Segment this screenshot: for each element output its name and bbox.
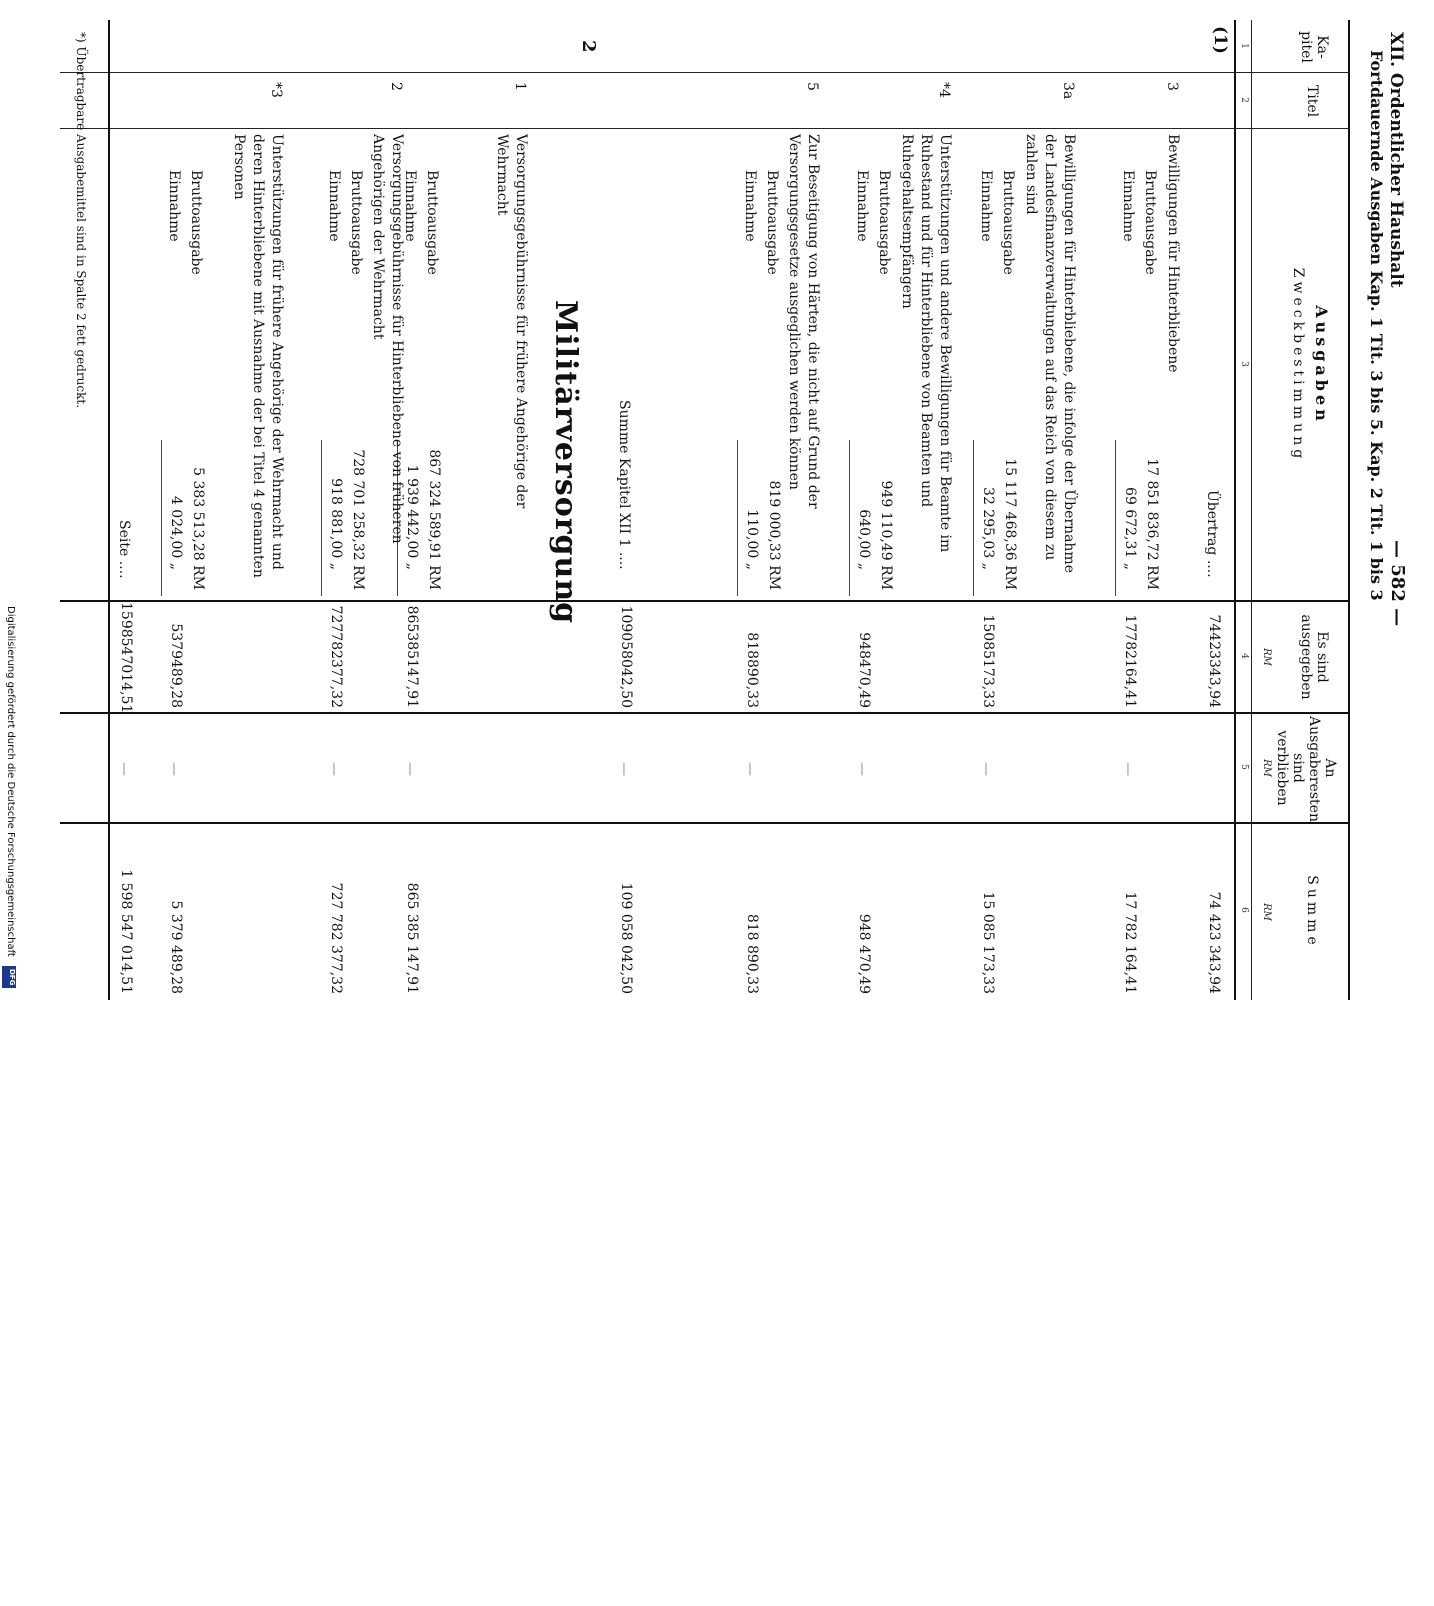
- summe-kapitel-label: Summe Kapitel XII 1 ....: [616, 400, 632, 570]
- item-reste: —: [978, 762, 994, 776]
- item-summe: 15 085 173,33: [980, 891, 996, 994]
- uebertrag-ausgegeben: 74423343,94: [1206, 614, 1222, 708]
- subtotal-rule: [973, 440, 974, 596]
- item-titel: *3: [268, 82, 284, 98]
- item-reste: —: [402, 762, 418, 776]
- kapitel-2-number: 2: [578, 40, 599, 53]
- bruttoausgabe-label: Bruttoausgabe: [876, 170, 892, 275]
- subtotal-rule: [161, 440, 162, 596]
- col-divider-2: [60, 128, 1350, 129]
- item-reste: —: [326, 762, 342, 776]
- item-description: Versorgungsgebührnisse für frühere Angehörige der Wehrmacht: [494, 134, 529, 509]
- col-head-titel: Titel: [1304, 84, 1320, 118]
- item-summe: 727 782 377,32: [328, 882, 344, 994]
- item-description: Bewilligungen für Hinterbliebene: [1165, 134, 1181, 373]
- einnahme-label: Einnahme: [1120, 170, 1136, 242]
- document-page: [10, 20, 1410, 1000]
- item-summe: 818 890,33: [744, 913, 760, 994]
- summe-kapitel-reste: —: [616, 762, 632, 776]
- table-bottom-rule: [108, 20, 110, 1000]
- col-number-2: 2: [1239, 97, 1249, 103]
- item-reste: —: [1120, 762, 1136, 776]
- col-divider-5: [60, 822, 1350, 824]
- bruttoausgabe-amount: 15 117 468,36 RM: [1002, 458, 1018, 590]
- rm-label-col5: RM: [1261, 759, 1272, 777]
- item-ausgegeben: 818890,33: [744, 632, 760, 708]
- uebertrag-summe: 74 423 343,94: [1206, 891, 1222, 994]
- item-titel: 5: [804, 82, 820, 91]
- col-head-ausgegeben: Es sind ausgegeben: [1297, 614, 1330, 700]
- seite-reste: —: [116, 762, 132, 776]
- col-number-6: 6: [1239, 907, 1249, 913]
- item-titel: 3: [1164, 82, 1180, 91]
- dfg-logo: DFG: [2, 966, 16, 988]
- item-description: Unterstützungen und andere Bewilligungen für Beamte im Ruhestand und für Hinterbliebene von Beamten und Ruhegehaltsempfängern: [899, 134, 953, 553]
- uebertrag-label: Übertrag ....: [1204, 490, 1220, 578]
- item-summe: 17 782 164,41: [1122, 891, 1138, 994]
- bruttoausgabe-amount: 949 110,49 RM: [878, 480, 894, 590]
- seite-summe: 1 598 547 014,51: [118, 869, 134, 994]
- col-divider-1: [60, 72, 1350, 73]
- einnahme-amount: 69 672,31 „: [1122, 487, 1138, 570]
- col-number-3: 3: [1239, 361, 1249, 367]
- item-reste: —: [742, 762, 758, 776]
- einnahme-amount: 110,00 „: [744, 509, 760, 570]
- seite-label: Seite ....: [116, 520, 132, 579]
- bruttoausgabe-amount: 819 000,33 RM: [766, 480, 782, 590]
- col-divider-4: [60, 712, 1350, 714]
- col-head-summe: Summe: [1304, 875, 1320, 949]
- einnahme-amount: 4 024,00 „: [168, 495, 184, 570]
- einnahme-amount: 918 881,00 „: [328, 478, 344, 570]
- col-divider-3: [60, 600, 1350, 602]
- einnahme-amount: 32 295,03 „: [980, 487, 996, 570]
- digitization-credit: Digitalisierung gefördert durch die Deutsche Forschungsgemeinschaft: [5, 606, 16, 957]
- einnahme-label: Einnahme: [854, 170, 870, 242]
- footnote: *) Übertragbare Ausgabemittel sind in Spalte 2 fett gedruckt.: [74, 32, 88, 409]
- item-titel: 3a: [1060, 82, 1076, 100]
- item-ausgegeben: 865385147,91: [404, 605, 420, 708]
- bruttoausgabe-amount: 867 324 589,91 RM: [426, 449, 442, 590]
- item-titel: 1: [512, 82, 528, 91]
- col-number-5: 5: [1239, 764, 1249, 770]
- summe-kapitel-ausgegeben: 109058042,50: [618, 605, 634, 708]
- col-head-ausgabereste: An Ausgaberesten sind verblieben: [1273, 716, 1338, 822]
- bruttoausgabe-label: Bruttoausgabe: [1000, 170, 1016, 275]
- header-bottom-rule: [1251, 20, 1252, 1000]
- item-reste: —: [854, 762, 870, 776]
- item-ausgegeben: 17782164,41: [1122, 614, 1138, 708]
- bruttoausgabe-amount: 5 383 513,28 RM: [190, 467, 206, 590]
- bruttoausgabe-label: Bruttoausgabe: [424, 170, 440, 275]
- summe-kapitel-summe: 109 058 042,50: [618, 882, 634, 994]
- bruttoausgabe-label: Bruttoausgabe: [188, 170, 204, 275]
- item-titel: *4: [936, 82, 952, 98]
- einnahme-label: Einnahme: [402, 170, 418, 242]
- page-title: XII. Ordentlicher Haushalt: [1386, 32, 1406, 288]
- page-subtitle: Fortdauernde Ausgaben Kap. 1 Tit. 3 bis 5. Kap. 2 Tit. 1 bis 3: [1367, 50, 1386, 601]
- col-head-ausgaben: Ausgaben: [1312, 305, 1331, 425]
- item-description: Bewilligungen für Hinterbliebene, die infolge der Übernahme der Landesfinanzverwaltungen auf das Reich von diesem zu zahlen sind: [1023, 134, 1077, 573]
- item-titel: 2: [388, 82, 404, 91]
- bruttoausgabe-amount: 728 701 258,32 RM: [350, 449, 366, 590]
- item-description: Zur Beseitigung von Härten, die nicht auf Grund der Versorgungsgesetze ausgeglichen werden können: [786, 134, 821, 509]
- bruttoausgabe-label: Bruttoausgabe: [1142, 170, 1158, 275]
- item-ausgegeben: 5379489,28: [168, 623, 184, 708]
- einnahme-label: Einnahme: [326, 170, 342, 242]
- item-summe: 948 470,49: [856, 913, 872, 994]
- item-summe: 5 379 489,28: [168, 900, 184, 994]
- einnahme-amount: 640,00 „: [856, 509, 872, 570]
- item-ausgegeben: 948470,49: [856, 632, 872, 708]
- kapitel-marker: (1): [1210, 26, 1230, 54]
- item-description: Versorgungsgebührnisse für Hinterbliebene von früheren Angehörigen der Wehrmacht: [370, 134, 405, 544]
- number-row-rule: [1234, 20, 1236, 1000]
- subtotal-rule: [849, 440, 850, 596]
- item-reste: —: [166, 762, 182, 776]
- item-ausgegeben: 727782377,32: [328, 605, 344, 708]
- bruttoausgabe-amount: 17 851 836,72 RM: [1144, 458, 1160, 590]
- col-number-4: 4: [1239, 653, 1249, 659]
- subtotal-rule: [321, 440, 322, 596]
- item-ausgegeben: 15085173,33: [980, 614, 996, 708]
- bruttoausgabe-label: Bruttoausgabe: [764, 170, 780, 275]
- einnahme-label: Einnahme: [742, 170, 758, 242]
- table-top-rule: [1348, 20, 1350, 1000]
- col-head-kapitel: Ka- pitel: [1297, 31, 1330, 63]
- item-summe: 865 385 147,91: [404, 882, 420, 994]
- subtotal-rule: [1115, 440, 1116, 596]
- einnahme-label: Einnahme: [166, 170, 182, 242]
- rm-label-col6: RM: [1261, 903, 1272, 921]
- seite-ausgegeben: 1598547014,51: [118, 602, 134, 714]
- rm-label-col4: RM: [1261, 648, 1272, 666]
- col-number-1: 1: [1239, 43, 1249, 49]
- col-head-zweckbestimmung: Zweckbestimmung: [1290, 267, 1306, 463]
- subtotal-rule: [737, 440, 738, 596]
- bruttoausgabe-label: Bruttoausgabe: [348, 170, 364, 275]
- kapitel-2-heading: Militärversorgung: [548, 300, 583, 625]
- item-description: Unterstützungen für frühere Angehörige der Wehrmacht und deren Hinterbliebene mit Ausnahme der bei Titel 4 genannten Personen: [231, 134, 285, 578]
- einnahme-label: Einnahme: [978, 170, 994, 242]
- einnahme-amount: 1 939 442,00 „: [404, 464, 420, 570]
- page-number: — 582 —: [1387, 540, 1408, 627]
